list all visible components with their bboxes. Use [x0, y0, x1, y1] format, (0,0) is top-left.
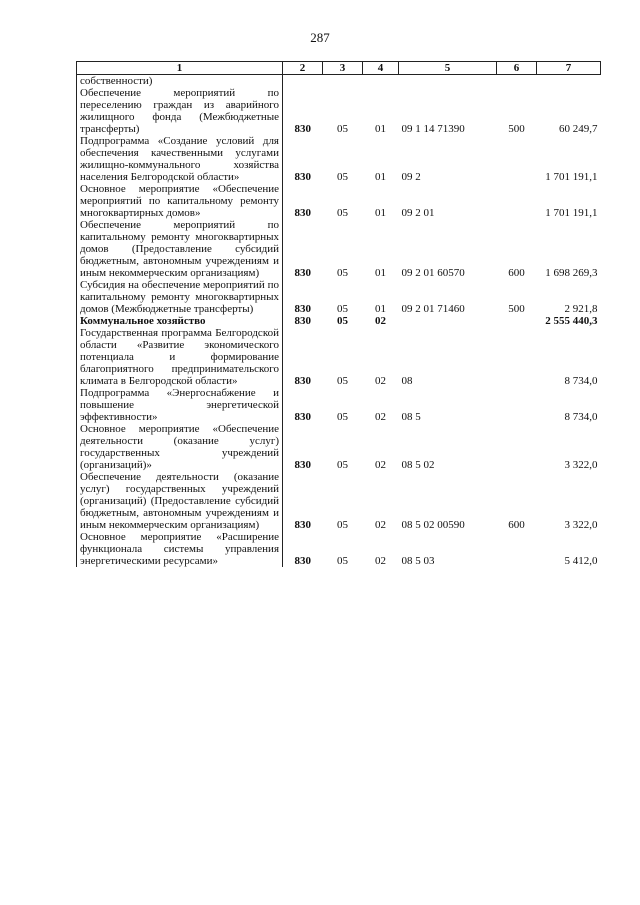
- section-code: 05: [337, 555, 348, 567]
- table-row: [77, 387, 601, 423]
- expense-type: [497, 531, 537, 567]
- header-col-4: 4: [363, 62, 399, 75]
- expense-type: 500: [508, 303, 525, 315]
- expense-type: 600: [508, 519, 525, 531]
- table-header-row: [77, 62, 601, 75]
- section-code: 05: [337, 207, 348, 219]
- ministry-code: 830: [294, 375, 311, 387]
- expense-type: [497, 315, 537, 327]
- ministry-code: 830: [294, 303, 311, 315]
- target-article: 09 2 01 60570: [401, 267, 465, 279]
- ministry-code: 830: [294, 267, 311, 279]
- expense-type: 600: [508, 267, 525, 279]
- subsection-code: 02: [375, 411, 386, 423]
- table-row: [77, 135, 601, 183]
- subsection-code: 02: [375, 555, 386, 567]
- table-row: [77, 279, 601, 315]
- section-code: 05: [337, 123, 348, 135]
- table-row: [77, 219, 601, 279]
- amount: 1 698 269,3: [545, 267, 598, 279]
- row-name: Обеспечение деятельности (оказание услуг) государственных учреждений (организаций) (Предоставление субсидий бюджетным, автономным учреждениям и иным некоммерческим организациям): [77, 471, 283, 531]
- table-row: [77, 423, 601, 471]
- target-article: [399, 315, 497, 327]
- expense-type: [497, 423, 537, 471]
- header-col-2: 2: [283, 62, 323, 75]
- table-row: [77, 183, 601, 219]
- subsection-code: [363, 75, 399, 88]
- table-row: [77, 315, 601, 327]
- amount: 1 701 191,1: [545, 207, 598, 219]
- amount: 3 322,0: [564, 519, 598, 531]
- ministry-code: 830: [294, 207, 311, 219]
- row-name: Подпрограмма «Создание условий для обеспечения качественными услугами жилищно-коммунального хозяйства населения Белгородской области»: [77, 135, 283, 183]
- header-col-3: 3: [323, 62, 363, 75]
- section-code: 05: [337, 519, 348, 531]
- table-body: [77, 75, 601, 568]
- subsection-code: 01: [375, 267, 386, 279]
- row-name: Подпрограмма «Энергоснабжение и повышение энергетической эффективности»: [77, 387, 283, 423]
- table-row: [77, 327, 601, 387]
- row-name: Обеспечение мероприятий по переселению граждан из аварийного жилищного фонда (Межбюджетные трансферты): [77, 87, 283, 135]
- ministry-code: 830: [294, 519, 311, 531]
- expense-type: [497, 183, 537, 219]
- amount: 5 412,0: [564, 555, 598, 567]
- ministry-code: 830: [294, 171, 311, 183]
- table-row: [77, 531, 601, 567]
- target-article: 09 2 01 71460: [401, 303, 465, 315]
- table-row: [77, 87, 601, 135]
- budget-table: [76, 61, 601, 567]
- expense-type: [497, 327, 537, 387]
- subsection-code: 02: [375, 315, 386, 327]
- amount: 3 322,0: [564, 459, 598, 471]
- amount: [537, 75, 601, 88]
- subsection-code: 01: [375, 303, 386, 315]
- row-name: Государственная программа Белгородской области «Развитие экономического потенциала и формирование благоприятного предпринимательского климата в Белгородской области»: [77, 327, 283, 387]
- table-row: [77, 75, 601, 88]
- target-article: 08: [401, 375, 413, 387]
- target-article: [399, 75, 497, 88]
- target-article: 08 5 02: [401, 459, 435, 471]
- row-name: Коммунальное хозяйство: [77, 315, 283, 327]
- subsection-code: 01: [375, 207, 386, 219]
- target-article: 08 5 02 00590: [401, 519, 465, 531]
- header-col-7: 7: [537, 62, 601, 75]
- expense-type: 500: [508, 123, 525, 135]
- subsection-code: 01: [375, 123, 386, 135]
- amount: 2 921,8: [564, 303, 598, 315]
- target-article: 08 5: [401, 411, 421, 423]
- section-code: 05: [337, 459, 348, 471]
- row-name: Основное мероприятие «Обеспечение мероприятий по капитальному ремонту многоквартирных домов»: [77, 183, 283, 219]
- target-article: 09 1 14 71390: [401, 123, 465, 135]
- header-col-1: 1: [77, 62, 283, 75]
- row-name: Основное мероприятие «Расширение функционала системы управления энергетическими ресурсами»: [77, 531, 283, 567]
- amount: 8 734,0: [564, 375, 598, 387]
- subsection-code: 02: [375, 375, 386, 387]
- ministry-code: [283, 75, 323, 88]
- section-code: 05: [337, 303, 348, 315]
- ministry-code: 830: [294, 555, 311, 567]
- expense-type: [497, 387, 537, 423]
- section-code: 05: [337, 267, 348, 279]
- page-number: 287: [310, 30, 330, 45]
- subsection-code: 02: [375, 519, 386, 531]
- section-code: 05: [337, 171, 348, 183]
- amount: 1 701 191,1: [545, 171, 598, 183]
- row-name: Субсидия на обеспечение мероприятий по капитальному ремонту многоквартирных домов (Межбюджетные трансферты): [77, 279, 283, 315]
- expense-type: [497, 75, 537, 88]
- header-col-6: 6: [497, 62, 537, 75]
- table-row: [77, 471, 601, 531]
- subsection-code: 01: [375, 171, 386, 183]
- subsection-code: 02: [375, 459, 386, 471]
- target-article: 09 2: [401, 171, 421, 183]
- section-code: 05: [337, 411, 348, 423]
- row-name: Обеспечение мероприятий по капитальному ремонту многоквартирных домов (Предоставление субсидий бюджетным, автономным учреждениям и иным некоммерческим организациям): [77, 219, 283, 279]
- header-col-5: 5: [399, 62, 497, 75]
- amount: 60 249,7: [559, 123, 598, 135]
- expense-type: [497, 135, 537, 183]
- target-article: 08 5 03: [401, 555, 435, 567]
- row-name: Основное мероприятие «Обеспечение деятельности (оказание услуг) государственных учреждений (организаций)»: [77, 423, 283, 471]
- section-code: 05: [337, 315, 348, 327]
- section-code: 05: [337, 375, 348, 387]
- ministry-code: 830: [294, 123, 311, 135]
- ministry-code: 830: [294, 411, 311, 423]
- target-article: 09 2 01: [401, 207, 435, 219]
- row-name: собственности): [77, 75, 283, 88]
- amount: 2 555 440,3: [545, 315, 598, 327]
- ministry-code: 830: [294, 315, 311, 327]
- amount: 8 734,0: [564, 411, 598, 423]
- section-code: [323, 75, 363, 88]
- ministry-code: 830: [294, 459, 311, 471]
